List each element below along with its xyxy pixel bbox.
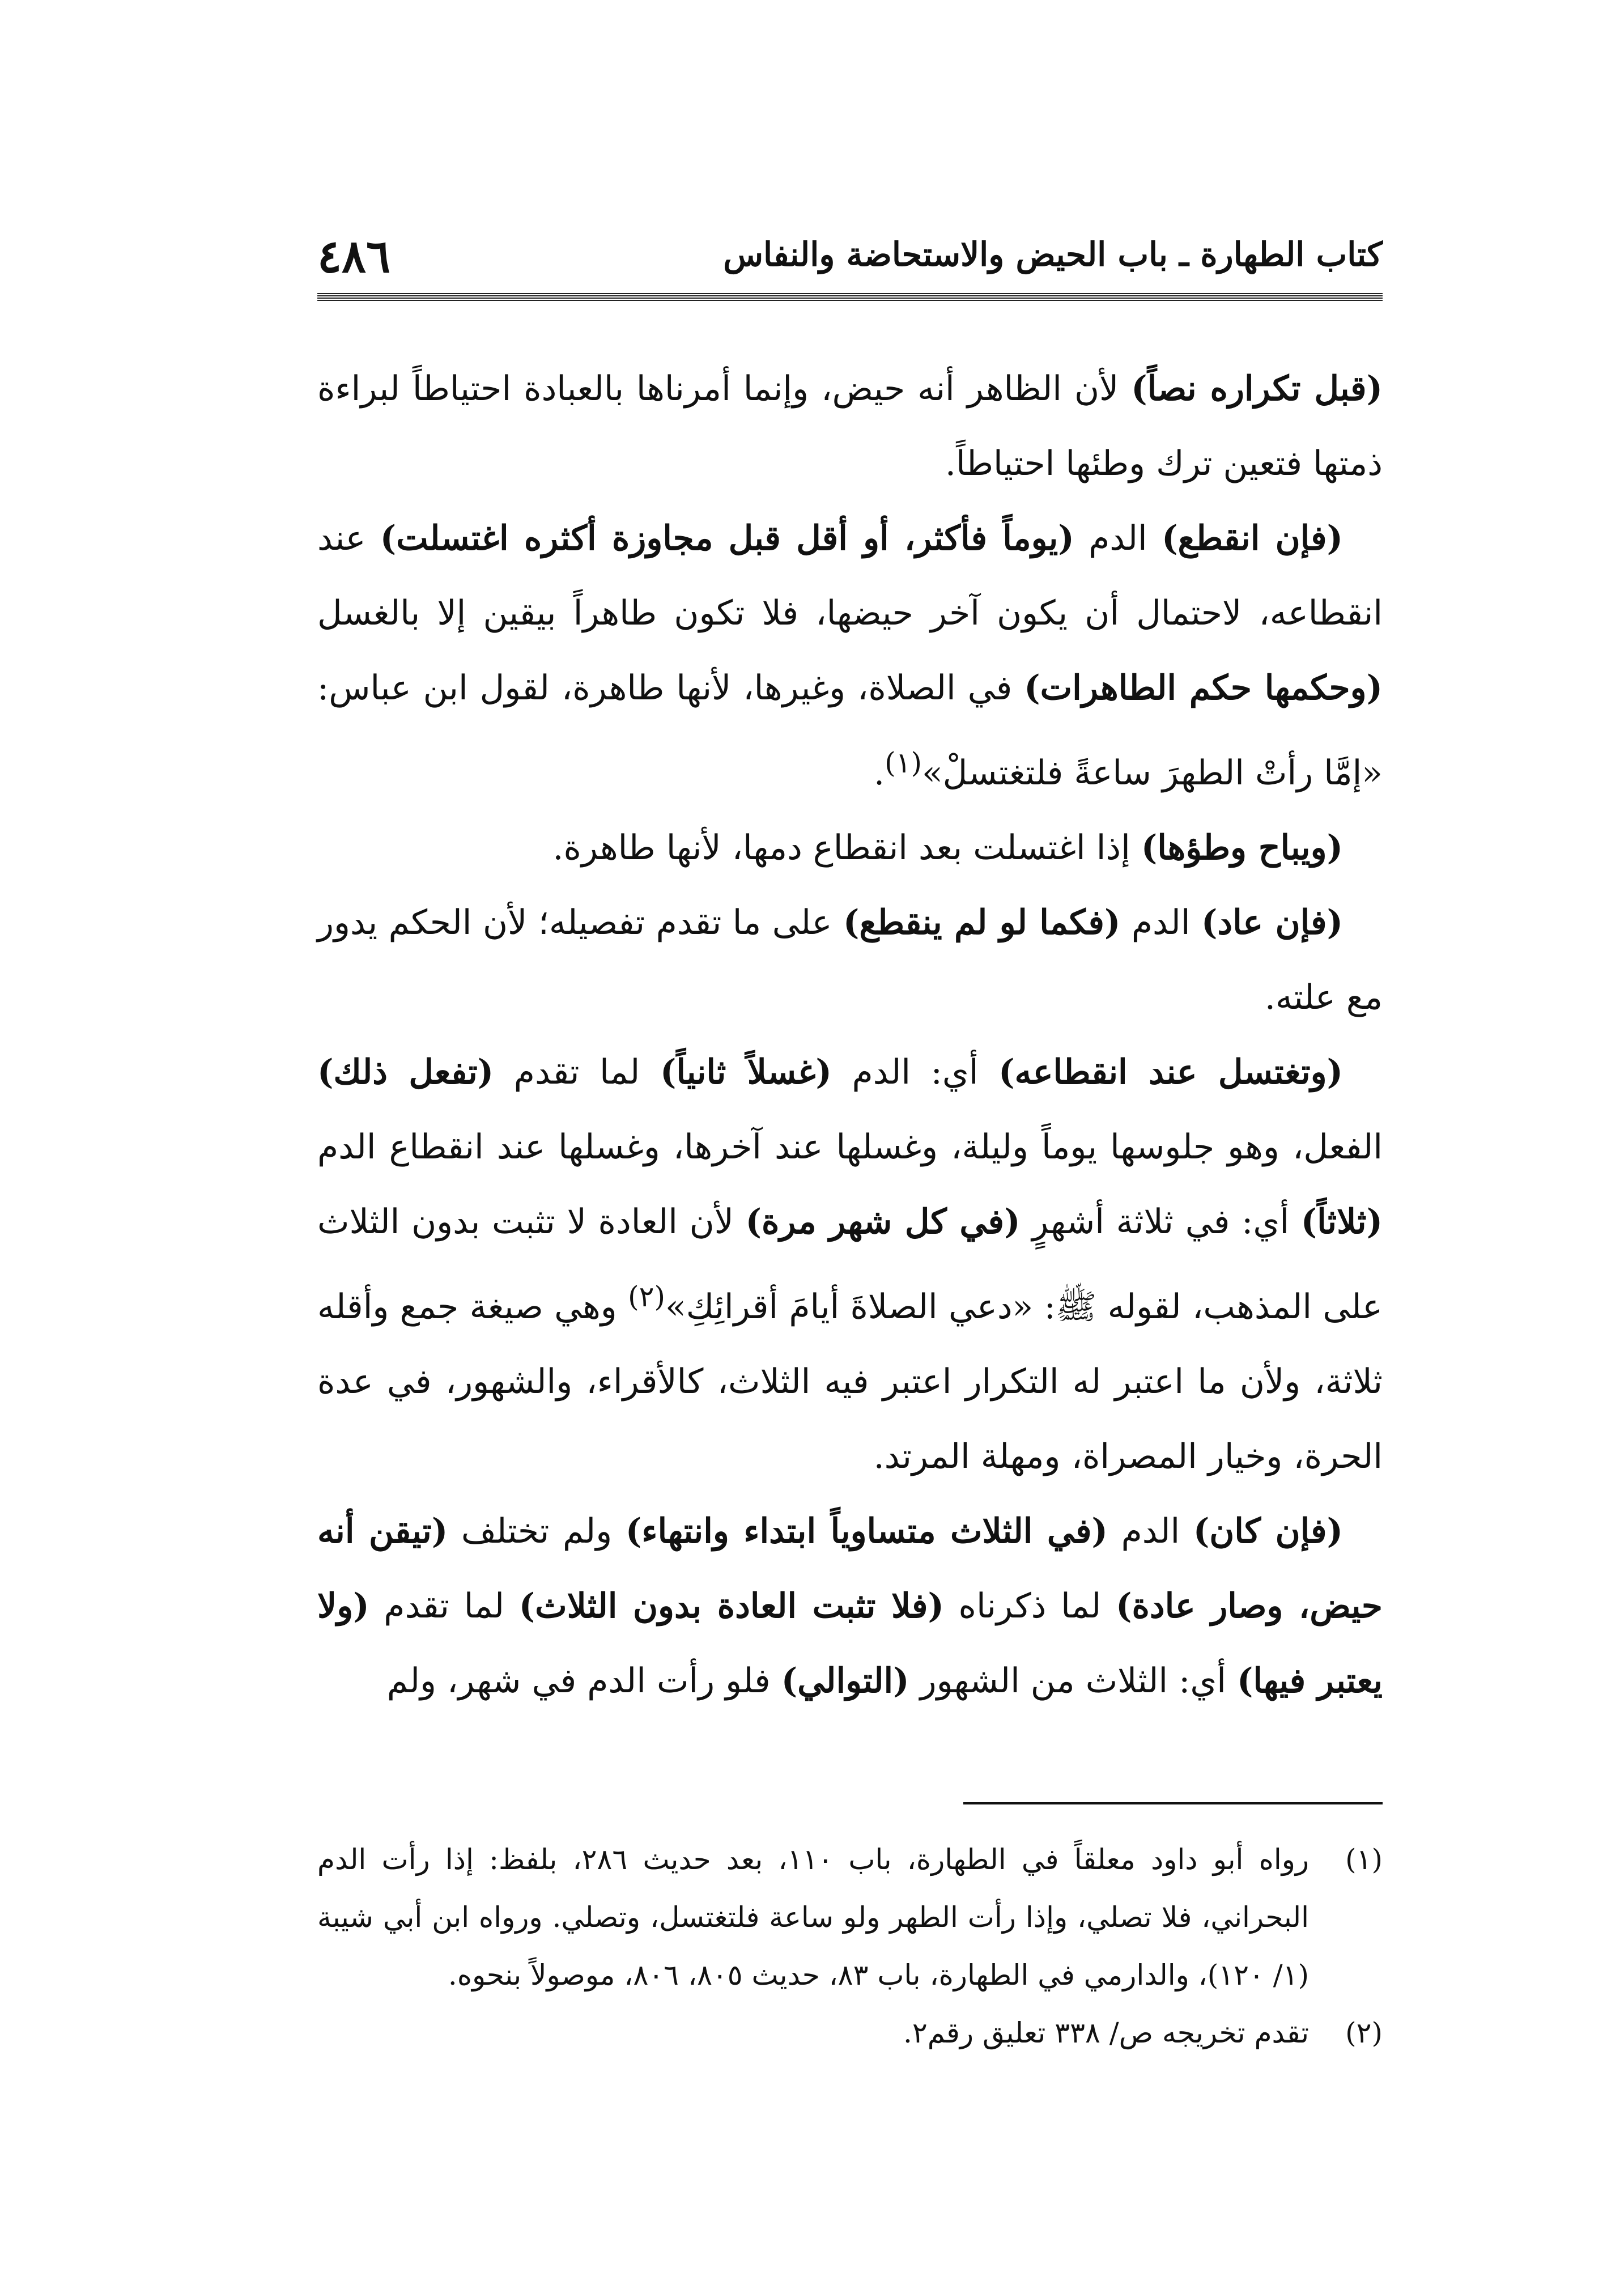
matn-span: (في كل شهر مرة) [745,1202,1021,1242]
footnote-ref-1: (١) [885,746,922,779]
matn-span: (فإن عاد) [1201,903,1343,942]
paragraph-4 [317,885,1383,1035]
sharh-span: لما ذكرناه [943,1586,1116,1626]
main-text [317,351,1383,1718]
sharh-span: ولم تختلف [448,1511,626,1551]
sharh-span: الفعل، وهو جلوسها يوماً وليلة، وغسلها عند آخرها، وغسلها عند انقطاع الدم [317,1127,1383,1167]
sharh-span: عند انقطاعه، لاحتمال أن يكون آخر حيضها، فلا تكون طاهراً بيقين إلا بالغسل [317,519,1383,633]
sharh-span: فلو رأت الدم في شهر، ولم [386,1661,781,1701]
sharh-span: لأن الظاهر أنه حيض، وإنما أمرناها بالعبادة احتياطاً لبراءة ذمتها فتعين ترك وطئها احتياطاً. [317,369,1383,483]
sharh-span: لأن العادة لا تثبت بدون الثلاث على المذهب، لقوله ﷺ: «دعي الصلاةَ أيامَ أقرائِكِ» [317,1202,1383,1327]
footnotes [317,1831,1383,2062]
footnote-2 [317,2004,1383,2062]
matn-span: (فلا تثبت العادة بدون الثلاث) [518,1586,944,1626]
matn-span: (فإن انقطع) [1162,519,1343,558]
paragraph-1 [317,351,1383,501]
matn-span: (تيقن أنه حيض، وصار عادة) [317,1511,1383,1626]
matn-span: (فإن كان) [1193,1511,1343,1551]
sharh-span: أي: في ثلاثة أشهرٍ [1020,1202,1301,1242]
paragraph-3 [317,810,1383,885]
matn-span: (يوماً فأكثر، أو أقل قبل مجاوزة أكثره اغتسلت) [380,519,1074,558]
matn-span: (ويباح وطؤها) [1141,828,1343,868]
matn-span: (التوالي) [781,1661,909,1701]
matn-span: (وتغتسل عند انقطاعه) [998,1052,1344,1092]
footnote-1 [317,1831,1383,2004]
footnote-text: رواه أبو داود معلقاً في الطهارة، باب ١١٠، بعد حديث ٢٨٦، بلفظ: إذا رأت الدم البحراني، فلا تصلي، وإذا رأت الطهر ولو ساعة فلتغتسل، وتصلي. ورواه ابن أبي شيبة (١/ ١٢٠)، والدارمي في الطهارة، باب ٨٣، حديث ٨٠٥، ٨٠٦، موصولاً بنحوه. [317,1843,1309,1991]
paragraph-2 [317,501,1383,810]
sharh-span: الدم [1120,903,1202,942]
header-rule [317,292,1383,301]
sharh-span: وهي صيغة جمع وأقله ثلاثة، ولأن ما اعتبر له التكرار اعتبر فيه الثلاث، كالأقراء، والشهور، في عدة الحرة، وخيار المصراة، ومهلة المرتد. [317,1287,1383,1476]
sharh-span: على ما تقدم تفصيله؛ لأن الحكم يدور مع علته. [317,903,1383,1017]
paragraph-5 [317,1035,1383,1494]
sharh-span: الدم [1107,1511,1193,1551]
matn-span: (قبل تكراره نصاً) [1131,369,1383,409]
matn-span: (غسلاً ثانياً) [660,1052,832,1092]
page-number: ٤٨٦ [317,230,390,283]
footnote-text: تقدم تخريجه ص/ ٣٣٨ تعليق رقم٢. [903,2016,1309,2049]
matn-span: (وحكمها حكم الطاهرات) [1024,668,1383,708]
footnote-ref-2: (٢) [628,1280,665,1313]
sharh-span: لما تقدم [494,1052,660,1092]
chapter-title: كتاب الطهارة ـ باب الحيض والاستحاضة والنفاس [723,235,1383,274]
sharh-span: إذا اغتسلت بعد انقطاع دمها، لأنها طاهرة. [552,828,1141,868]
matn-span: (في الثلاث متساوياً ابتداء وانتهاء) [625,1511,1108,1551]
sharh-span: الدم [1074,519,1162,558]
running-head [317,230,1383,286]
sharh-span: . [873,753,885,793]
sharh-span: أي: الثلاث من الشهور [909,1661,1238,1701]
footnote-number: (١) [1345,1843,1383,1876]
footnote-number: (٢) [1345,2016,1383,2049]
paragraph-6 [317,1494,1383,1718]
matn-span: (ثلاثاً) [1300,1202,1383,1242]
sharh-span: أي: الدم [831,1052,999,1092]
matn-span: (فكما لو لم ينقطع) [843,903,1121,942]
sharh-span: في الصلاة، وغيرها، لأنها طاهرة، لقول ابن عباس: «إمَّا رأتْ الطهرَ ساعةً فلتغتسلْ» [317,668,1383,793]
sharh-span: لما تقدم [369,1586,519,1626]
matn-span: (تفعل ذلك) [317,1052,494,1092]
matn-span: (ولا يعتبر فيها) [317,1586,1383,1701]
footnote-rule [963,1802,1383,1804]
